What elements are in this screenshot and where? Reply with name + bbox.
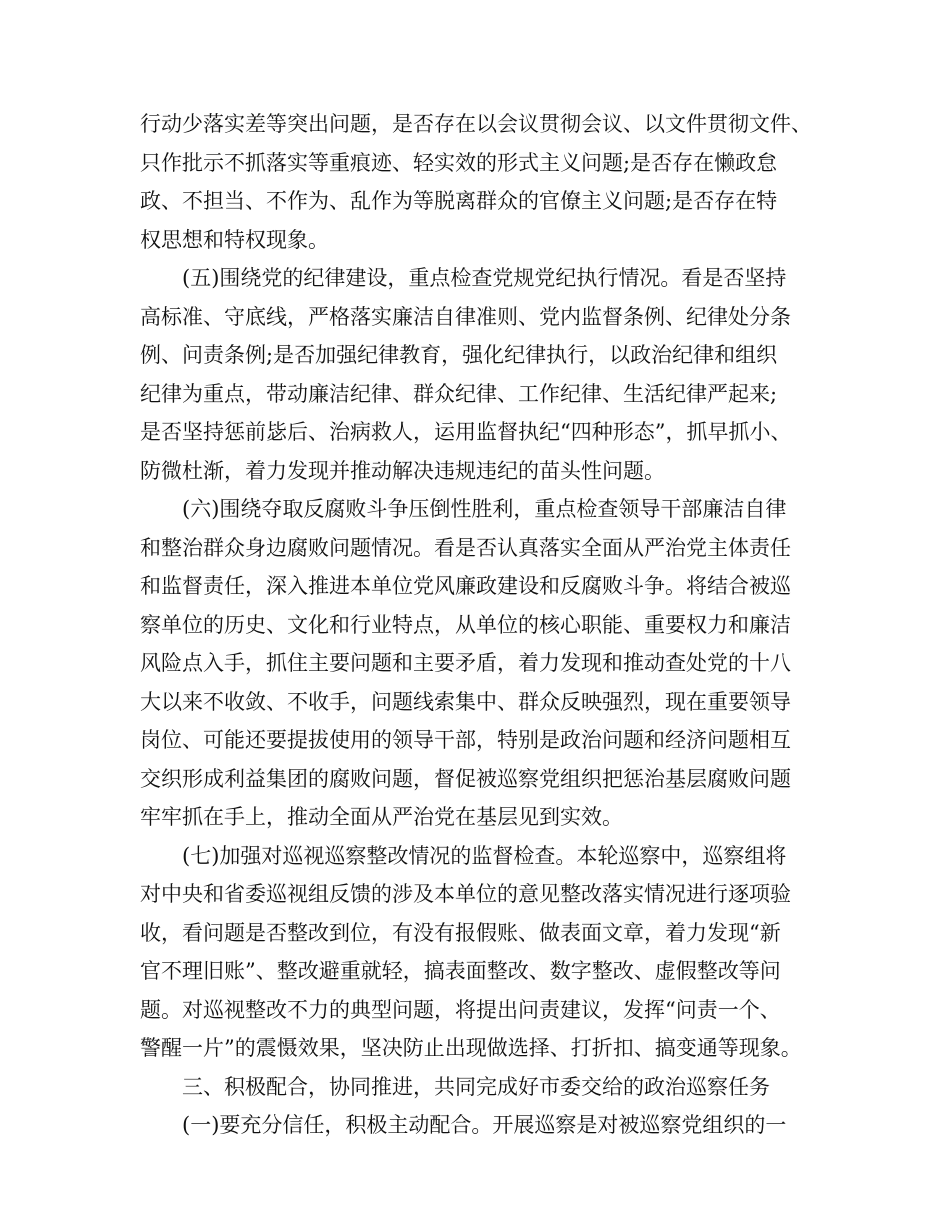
section-heading: 三、积极配合，协同推进，共同完成好市委交给的政治巡察任务 [182, 1074, 770, 1099]
paragraph-section-7 [140, 837, 830, 1068]
text-line: 政、不担当、不作为、乱作为等脱离群众的官僚主义问题;是否存在特 [140, 189, 778, 213]
paragraph-section-5 [140, 259, 830, 490]
text-line: 只作批示不抓落实等重痕迹、轻实效的形式主义问题;是否存在懒政怠 [140, 150, 778, 175]
text-line: 官不理旧账”、整改避重就轻，搞表面整改、数字整改、虚假整改等问 [140, 959, 781, 983]
text-line: 和整治群众身边腐败问题情况。看是否认真落实全面从严治党主体责任 [140, 535, 791, 560]
text-line: 察单位的历史、文化和行业特点，从单位的核心职能、重要权力和廉洁 [140, 612, 791, 637]
text-line: 大以来不收敛、不收手，问题线索集中、群众反映强烈，现在重要领导 [140, 689, 791, 714]
text-line: 纪律为重点，带动廉洁纪律、群众纪律、工作纪律、生活纪律严起来; [140, 381, 778, 406]
text-line: 风险点入手，抓住主要问题和主要矛盾，着力发现和推动查处党的十八 [140, 651, 791, 675]
text-line: (七)加强对巡视巡察整改情况的监督检查。本轮巡察中，巡察组将 [182, 843, 787, 868]
text-line: 题。对巡视整改不力的典型问题，将提出问责建议，发挥“问责一个、 [140, 997, 781, 1022]
text-line: (一)要充分信任，积极主动配合。开展巡察是对被巡察党组织的一 [182, 1113, 787, 1137]
text-line: 行动少落实差等突出问题，是否存在以会议贯彻会议、以文件贯彻文件、 [140, 112, 812, 136]
text-line: 防微杜渐，着力发现并推动解决违规违纪的苗头性问题。 [140, 458, 665, 483]
text-line: 是否坚持惩前毖后、治病救人，运用监督执纪“四种形态”，抓早抓小、 [140, 420, 792, 444]
text-line: 牢牢抓在手上，推动全面从严治党在基层见到实效。 [140, 805, 623, 829]
text-line: 交织形成利益集团的腐败问题，督促被巡察党组织把惩治基层腐败问题 [140, 766, 791, 791]
text-line: (六)围绕夺取反腐败斗争压倒性胜利，重点检查领导干部廉洁自律 [182, 497, 787, 521]
paragraph-continuation [140, 105, 830, 259]
text-line: 对中央和省委巡视组反馈的涉及本单位的意见整改落实情况进行逐项验 [140, 882, 791, 906]
text-line: 警醒一片”的震慑效果，坚决防止出现做选择、打折扣、搞变通等现象。 [140, 1036, 802, 1060]
text-line: 和监督责任，深入推进本单位党风廉政建设和反腐败斗争。将结合被巡 [140, 574, 791, 598]
section-heading-3 [140, 1068, 830, 1107]
paragraph-section-6 [140, 490, 830, 837]
text-line: 高标准、守底线，严格落实廉洁自律准则、党内监督条例、纪律处分条 [140, 304, 791, 329]
paragraph-subsection-1 [140, 1106, 830, 1145]
document-body [140, 105, 830, 1145]
text-line: 例、问责条例;是否加强纪律教育，强化纪律执行，以政治纪律和组织 [140, 343, 778, 367]
text-line: (五)围绕党的纪律建设，重点检查党规党纪执行情况。看是否坚持 [182, 266, 787, 290]
text-line: 收，看问题是否整改到位，有没有报假账、做表面文章，着力发现“新 [140, 920, 781, 945]
text-line: 权思想和特权现象。 [140, 227, 329, 252]
text-line: 岗位、可能还要提拔使用的领导干部，特别是政治问题和经济问题相互 [140, 728, 791, 752]
